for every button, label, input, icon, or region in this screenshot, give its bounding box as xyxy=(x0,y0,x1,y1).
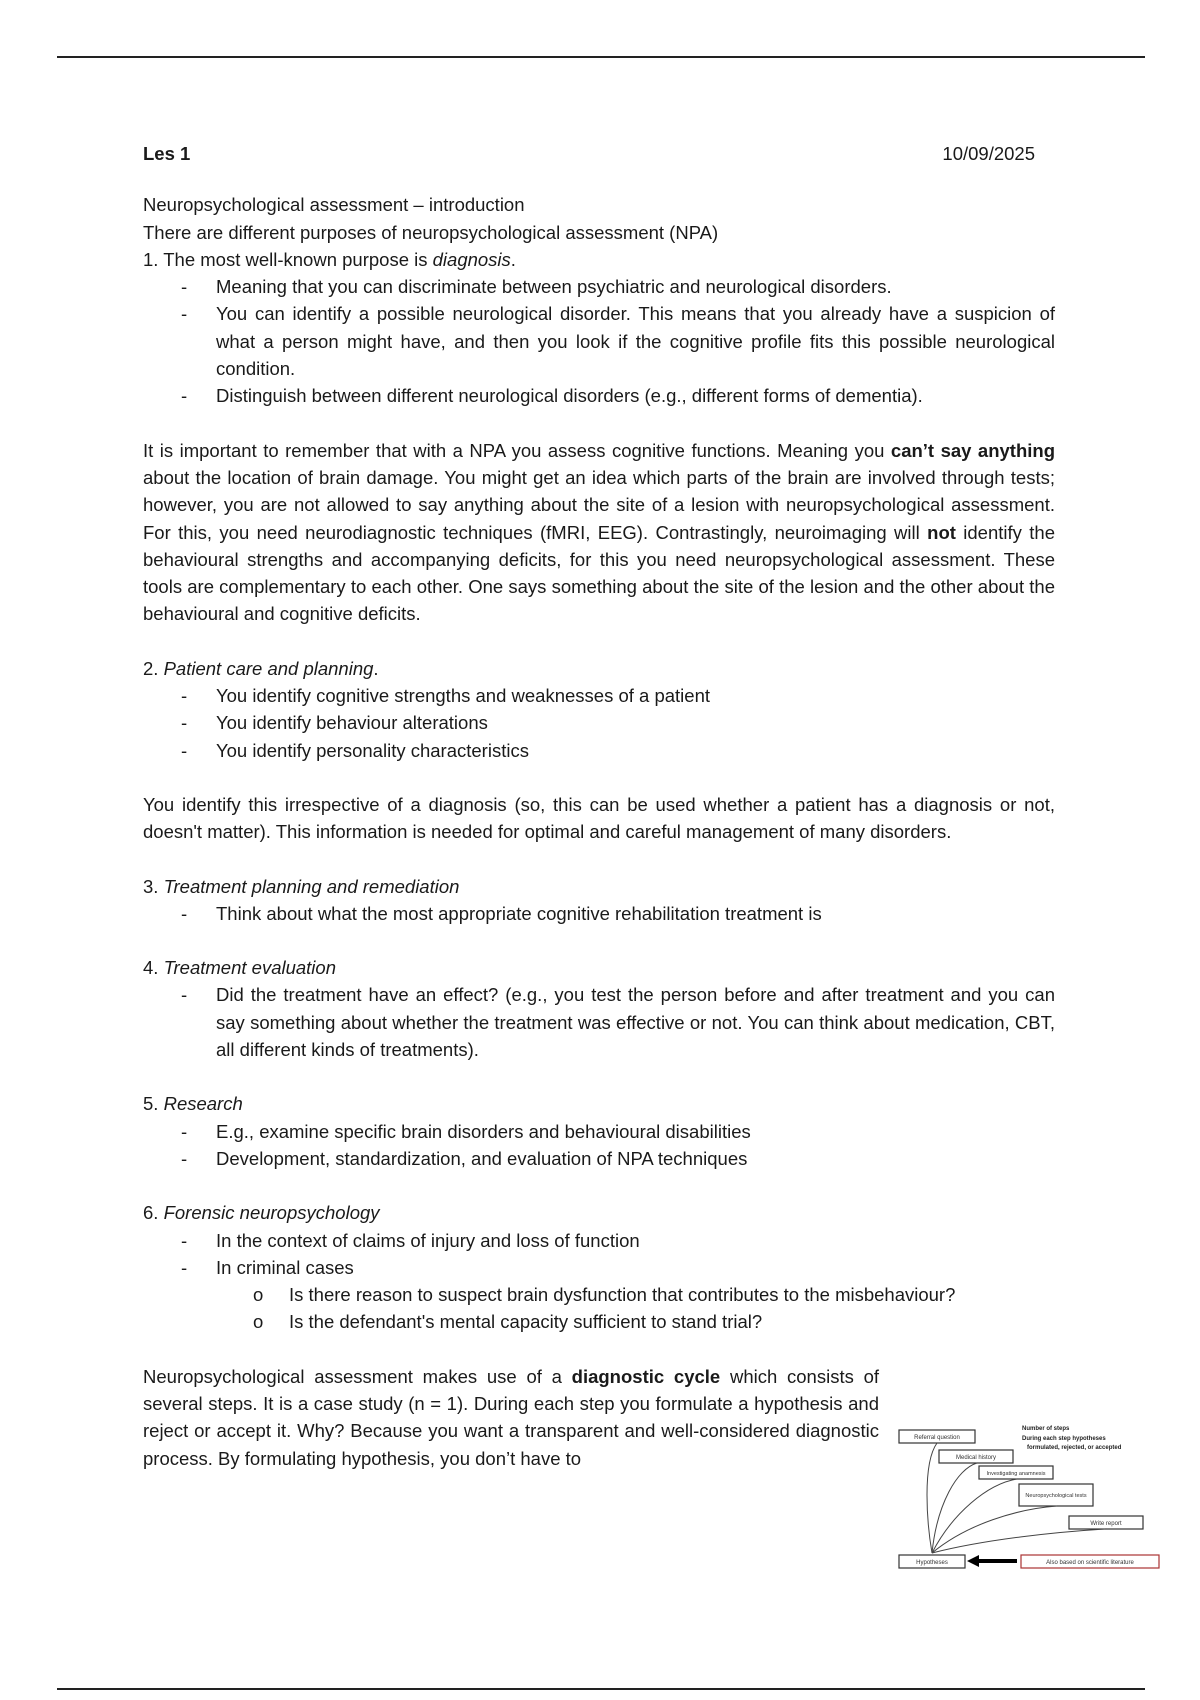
intro-line: There are different purposes of neuropsychological assessment (NPA) xyxy=(143,221,719,243)
purpose-1-list xyxy=(143,273,1055,409)
purpose-6-list xyxy=(143,1227,1055,1282)
list-item: o Is the defendant's mental capacity sufficient to stand trial? xyxy=(289,1308,1055,1335)
list-item: - In the context of claims of injury and loss of function xyxy=(216,1227,1055,1254)
list-item: - Did the treatment have an effect? (e.g., you test the person before and after treatment and you can say something about whether the treatment was effective or not. You can think about medication, CBT, all different kinds of treatments). xyxy=(216,981,1055,1063)
lesson-date: 10/09/2025 xyxy=(942,143,1035,164)
list-item: - You identify behaviour alterations xyxy=(216,709,1055,736)
purpose-1-heading: 1. The most well-known purpose is diagnosis. xyxy=(143,248,516,270)
list-item: - Distinguish between different neurological disorders (e.g., different forms of dementia). xyxy=(216,382,1055,409)
document-header xyxy=(143,140,1055,167)
box-medical-history: Medical history xyxy=(955,1455,997,1461)
box-referral-question: Referral question xyxy=(914,1435,960,1441)
list-item: o Is there reason to suspect brain dysfunction that contributes to the misbehaviour? xyxy=(289,1281,1055,1308)
paragraph-irrespective: You identify this irrespective of a diagnosis (so, this can be used whether a patient has a diagnosis or not, doesn't matter). This information is needed for optimal and careful management of many disorders. xyxy=(143,793,1055,843)
box-hypotheses: Hypotheses xyxy=(916,1560,948,1566)
list-item: - Think about what the most appropriate cognitive rehabilitation treatment is xyxy=(216,900,1055,927)
purpose-6-sublist xyxy=(143,1281,1055,1336)
purpose-2-list xyxy=(143,682,1055,764)
purpose-2-heading: 2. Patient care and planning. xyxy=(143,657,379,679)
list-item: - In criminal cases xyxy=(216,1254,1055,1281)
box-scientific-literature: Also based on scientific literature xyxy=(1046,1560,1134,1566)
intro-title: Neuropsychological assessment – introduction xyxy=(143,194,525,216)
box-anamnesis: Investigating anamnesis xyxy=(986,1471,1046,1477)
figure-note: Number of steps xyxy=(1022,1426,1070,1432)
paragraph-diagnostic-cycle: Neuropsychological assessment makes use of a diagnostic cycle which consists of several steps. It is a case study (n = 1). During each step you formulate a hypothesis and reject or accept it. Why? Because you want a transparent and well-considered diagnostic process. By formulating hypothesis, you don’t have to xyxy=(143,1365,880,1469)
list-item: - E.g., examine specific brain disorders and behavioural disabilities xyxy=(216,1118,1055,1145)
list-item: - Meaning that you can discriminate between psychiatric and neurological disorders. xyxy=(216,273,1055,300)
box-write-report: Write report xyxy=(1090,1521,1122,1527)
purpose-3-heading: 3. Treatment planning and remediation xyxy=(143,875,460,897)
list-item: - You can identify a possible neurological disorder. This means that you already have a suspicion of what a person might have, and then you look if the cognitive profile fits this possible neurological condition. xyxy=(216,300,1055,382)
purpose-4-list xyxy=(143,981,1055,1063)
lesson-label: Les 1 xyxy=(143,143,191,164)
list-item: - You identify personality characteristics xyxy=(216,737,1055,764)
bottom-rule xyxy=(57,1688,1145,1690)
document-page xyxy=(143,140,1055,1472)
purpose-5-heading: 5. Research xyxy=(143,1093,243,1115)
list-item: - Development, standardization, and evaluation of NPA techniques xyxy=(216,1145,1055,1172)
paragraph-npa-limits: It is important to remember that with a NPA you assess cognitive functions. Meaning you can’t say anything about the location of brain damage. You might get an idea which parts of the brain are involved through tests; however, you are not allowed to say anything about the site of a lesion with neuropsychological assessment. For this, you need neurodiagnostic techniques (fMRI, EEG). Contrastingly, neuroimaging will not identify the behavioural strengths and accompanying deficits, for this you need neuropsychological assessment. These tools are complementary to each other. One says something about the site of the lesion and the other about the behavioural and cognitive deficits. xyxy=(143,439,1056,625)
purpose-6-heading: 6. Forensic neuropsychology xyxy=(143,1202,380,1224)
purpose-4-heading: 4. Treatment evaluation xyxy=(143,957,336,979)
box-neuropsych-tests: Neuropsychological tests xyxy=(1025,1493,1087,1499)
list-item: - You identify cognitive strengths and weaknesses of a patient xyxy=(216,682,1055,709)
figure-note: During each step hypotheses xyxy=(1022,1436,1106,1442)
diagnostic-cycle-figure xyxy=(897,1424,1162,1584)
top-rule xyxy=(57,56,1145,58)
figure-note: formulated, rejected, or accepted xyxy=(1027,1445,1122,1451)
purpose-5-list xyxy=(143,1118,1055,1173)
purpose-3-list xyxy=(143,900,1055,927)
